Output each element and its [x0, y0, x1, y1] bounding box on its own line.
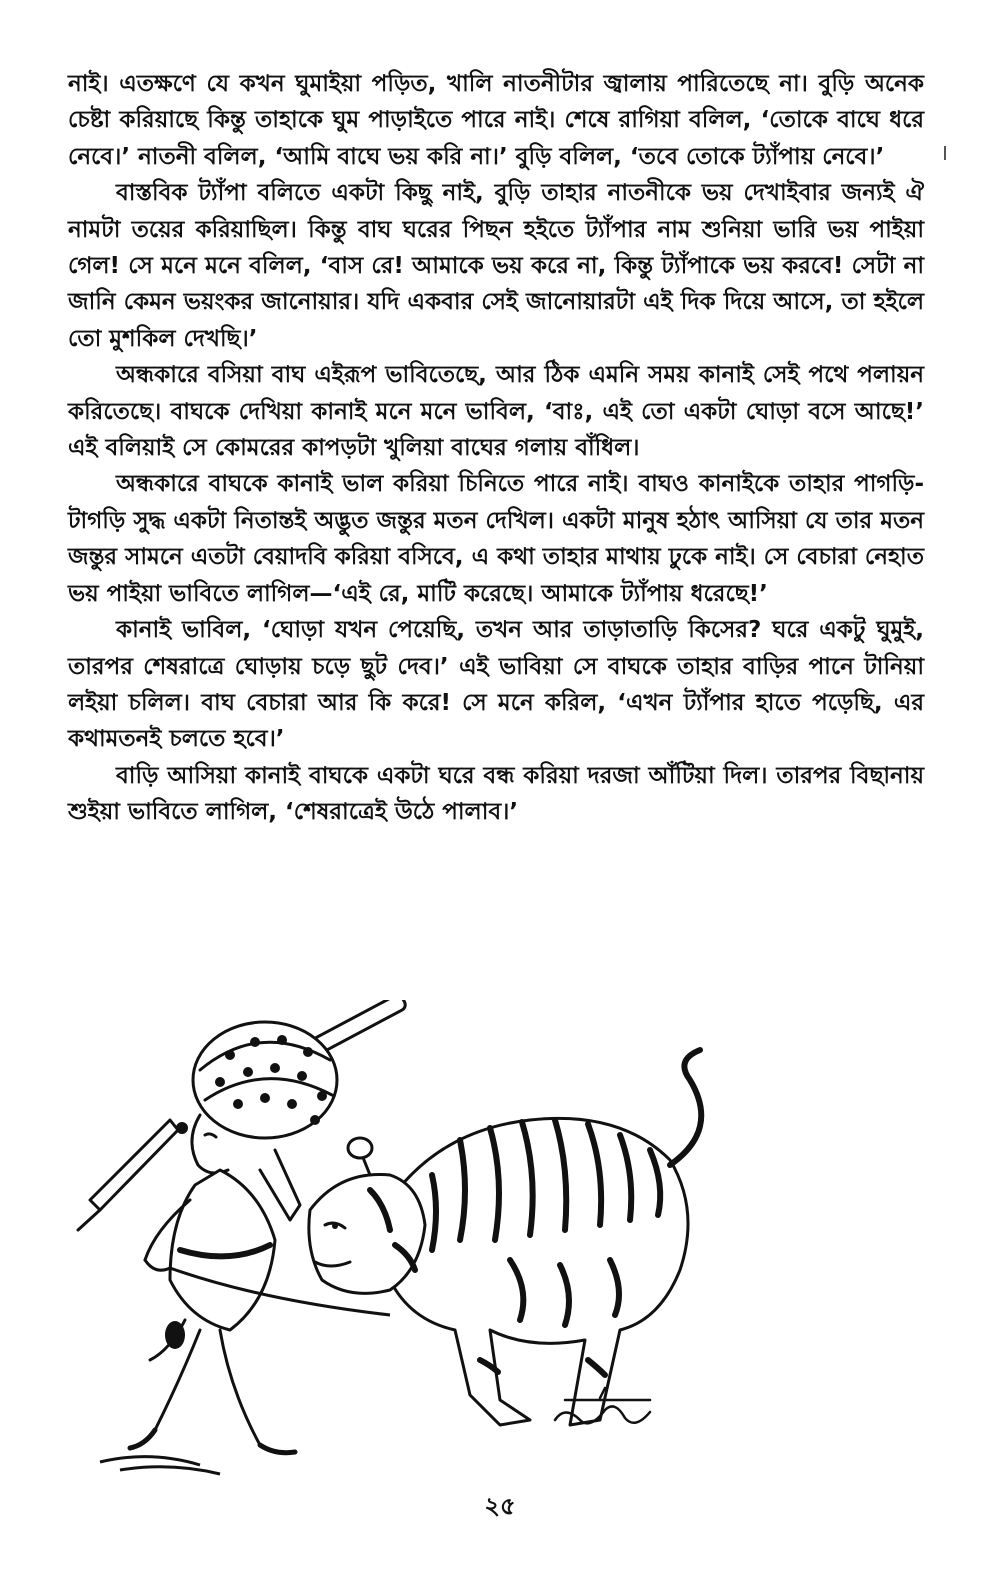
paragraph-tiger-thinking: অন্ধকারে বসিয়া বাঘ এইরূপ ভাবিতেছে, আর ঠিক এমনি সময় কানাই সেই পথে পলায়ন করিতেছে। বাঘকে দেখিয়া কানাই মনে মনে ভাবিল, ‘বাঃ, এই তো একটা ঘোড়া বসে আছে!’ এই বলিয়াই সে কোমরের কাপড়টা খুলিয়া বাঘের গলায় বাঁধিল।: [68, 362, 924, 462]
scan-edge-mark: [944, 146, 946, 160]
paragraph-home: বাড়ি আসিয়া কানাই বাঘকে একটা ঘরে বন্ধ করিয়া দরজা আঁটিয়া দিল। তারপর বিছানায় শুইয়া ভাবিতে লাগিল, ‘শেষরাত্রেই উঠে পালাব।’: [68, 762, 924, 826]
paragraph-kanai-horse: কানাই ভাবিল, ‘ঘোড়া যখন পেয়েছি, তখন আর তাড়াতাড়ি কিসের? ঘরে একটু ঘুমুই, তারপর শেষরাত্রে ঘোড়ায় চড়ে ছুট দেব।’ এই ভাবিয়া সে বাঘকে তাহার বাড়ির পানে টানিয়া লইয়া চলিল। বাঘ বেচারা আর কি করে! সে মনে করিল, ‘এখন ট্যাঁপার হাতে পড়েছি, এর কথামতনই চলতে হবে।’: [68, 617, 924, 753]
paragraph-tyapa: বাস্তবিক ট্যাঁপা বলিতে একটা কিছু নাই, বুড়ি তাহার নাতনীকে ভয় দেখাইবার জন্যই ঐ নামটা তয়ের করিয়াছিল। কিন্তু বাঘ ঘরের পিছন হইতে ট্যাঁপার নাম শুনিয়া ভারি ভয় পাইয়া গেল! সে মনে মনে বলিল, ‘বাস রে! আমাকে ভয় করে না, কিন্তু ট্যাঁপাকে ভয় করবে! সেটা না জানি কেমন ভয়ংকর জানোয়ার। যদি একবার সেই জানোয়ারটা এই দিক দিয়ে আসে, তা হইলে তো মুশকিল দেখছি।’: [68, 180, 924, 352]
tiger-figure: [309, 1050, 701, 1425]
paragraph-continuation: নাই। এতক্ষণে যে কখন ঘুমাইয়া পড়িত, খালি নাতনীটার জ্বালায় পারিতেছে না। বুড়ি অনেক চেষ্টা করিয়াছে কিন্তু তাহাকে ঘুম পাড়াইতে পারে নাই। শেষে রাগিয়া বলিল, ‘তোকে বাঘে ধরে নেবে।’ নাতনী বলিল, ‘আমি বাঘে ভয় করি না।’ বুড়ি বলিল, ‘তবে তোকে ট্যাঁপায় নেবে।’: [68, 71, 924, 170]
story-text: [68, 66, 924, 831]
paragraph-darkness: অন্ধকারে বাঘকে কানাই ভাল করিয়া চিনিতে পারে নাই। বাঘও কানাইকে তাহার পাগড়ি-টাগড়ি সুদ্ধ একটা নিতান্তই অদ্ভুত জন্তুর মতন দেখিল। একটা মানুষ হঠাৎ আসিয়া যে তার মতন জন্তুর সামনে এতটা বেয়াদবি করিয়া বসিবে, এ কথা তাহার মাথায় ঢুকে নাই। সে বেচারা নেহাত ভয় পাইয়া ভাবিতে লাগিল—‘এই রে, মাটি করেছে। আমাকে ট্যাঁপায় ধরেছে!’: [68, 471, 924, 607]
illustration-kanai-and-tiger: [60, 1000, 780, 1480]
page-number: ২৫: [484, 1492, 516, 1520]
ground-strokes: [100, 1457, 220, 1474]
